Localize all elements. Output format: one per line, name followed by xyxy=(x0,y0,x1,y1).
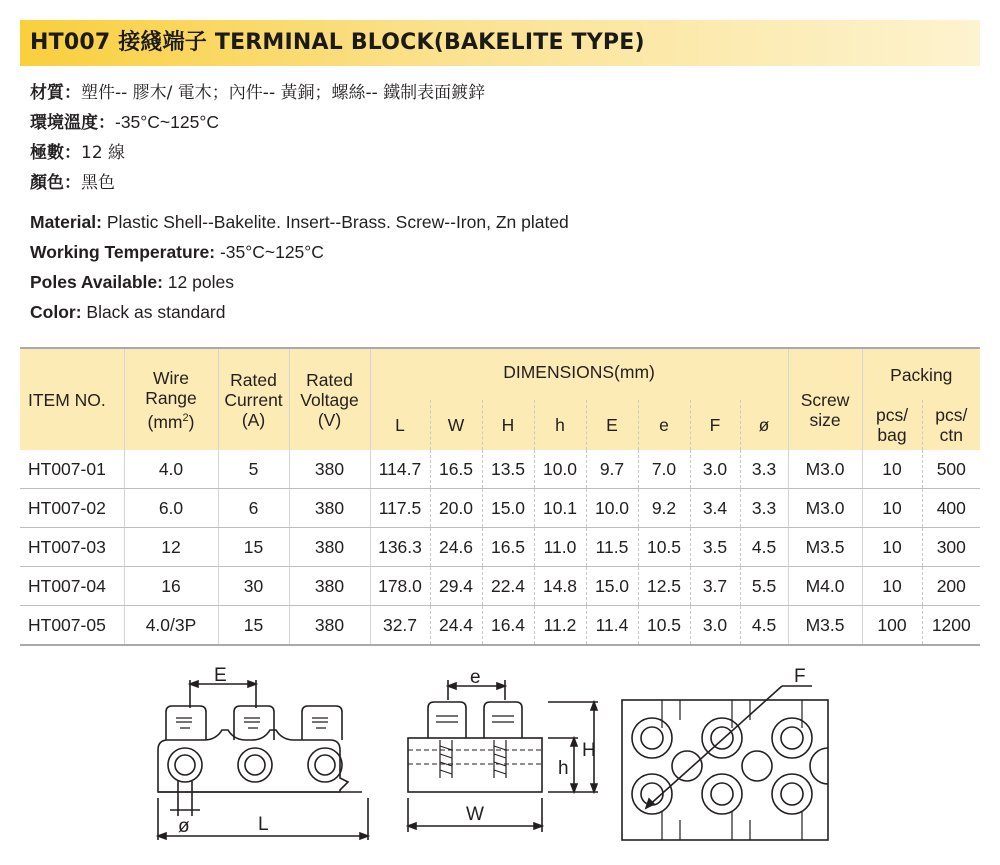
cell-dim-H: 16.5 xyxy=(482,528,534,567)
header-screw-size xyxy=(788,348,862,450)
header-rated-current xyxy=(218,348,289,450)
spec-en-material xyxy=(30,212,569,232)
spec-label: Working Temperature: xyxy=(30,242,216,262)
header-line: (V) xyxy=(317,409,342,430)
side-view-drawing xyxy=(408,680,598,832)
spec-value: 塑件-- 膠木/ 電木；內件-- 黃銅；螺絲-- 鐵制表面鍍鋅 xyxy=(81,83,486,103)
cell-dim-e: 12.5 xyxy=(638,567,690,606)
page-title: HT007 接綫端子 TERMINAL BLOCK(BAKELITE TYPE) xyxy=(30,30,645,55)
spec-en-temperature xyxy=(30,242,324,262)
cell-dim-H: 16.4 xyxy=(482,606,534,646)
spec-zh-material xyxy=(30,82,485,103)
cell-dim-W: 24.4 xyxy=(430,606,482,646)
cell-dim-E: 15.0 xyxy=(586,567,638,606)
spec-value: 黑色 xyxy=(81,173,115,193)
cell-current: 30 xyxy=(218,567,289,606)
cell-bag: 10 xyxy=(862,528,922,567)
cell-dim-h: 11.0 xyxy=(534,528,586,567)
cell-dim-H: 22.4 xyxy=(482,567,534,606)
dim-label-phi: ø xyxy=(178,816,190,837)
header-line: (A) xyxy=(241,409,266,430)
cell-wire: 12 xyxy=(124,528,218,567)
cell-dim-H: 15.0 xyxy=(482,489,534,528)
header-dimensions: DIMENSIONS(mm) xyxy=(370,348,788,400)
dim-label-L: L xyxy=(258,814,269,835)
cell-screw: M4.0 xyxy=(788,567,862,606)
header-dim-W: W xyxy=(430,400,482,450)
cell-dim-e: 9.2 xyxy=(638,489,690,528)
spec-value: -35°C~125°C xyxy=(215,242,324,262)
dimension-drawings xyxy=(0,660,1000,860)
table-row xyxy=(20,528,980,567)
header-dim-phi: ø xyxy=(740,400,788,450)
cell-dim-W: 20.0 xyxy=(430,489,482,528)
dim-label-e: e xyxy=(470,667,481,688)
title-banner xyxy=(20,20,980,66)
cell-item: HT007-04 xyxy=(20,567,124,606)
spec-value: 12 poles xyxy=(162,272,234,292)
spec-value: -35°C~125°C xyxy=(115,112,219,132)
header-line xyxy=(125,408,218,432)
cell-voltage: 380 xyxy=(289,567,370,606)
header-rated-voltage xyxy=(289,348,370,450)
cell-current: 5 xyxy=(218,450,289,489)
header-wire-range xyxy=(124,348,218,450)
header-dim-E: E xyxy=(586,400,638,450)
cell-dim-E: 9.7 xyxy=(586,450,638,489)
cell-dim-h: 14.8 xyxy=(534,567,586,606)
cell-dim-e: 7.0 xyxy=(638,450,690,489)
spec-zh-temperature xyxy=(30,112,219,133)
header-line: Screw xyxy=(800,389,850,410)
cell-screw: M3.0 xyxy=(788,489,862,528)
spec-en-color xyxy=(30,302,226,322)
header-sup: 2 xyxy=(182,411,189,424)
table-row xyxy=(20,489,980,528)
cell-dim-F: 3.5 xyxy=(690,528,740,567)
cell-dim-phi: 4.5 xyxy=(740,606,788,646)
spec-label: 顏色： xyxy=(30,173,81,193)
header-line: Voltage xyxy=(300,389,359,410)
cell-dim-F: 3.0 xyxy=(690,606,740,646)
dim-label-W: W xyxy=(466,804,484,825)
top-view-drawing xyxy=(622,686,828,840)
header-line: bag xyxy=(877,425,907,445)
header-line: Range xyxy=(145,387,197,408)
header-pcs-ctn xyxy=(922,400,980,450)
header-dim-F: F xyxy=(690,400,740,450)
header-line: Rated xyxy=(230,369,277,390)
header-dim-L: L xyxy=(370,400,430,450)
cell-dim-F: 3.4 xyxy=(690,489,740,528)
cell-wire: 16 xyxy=(124,567,218,606)
dim-label-F: F xyxy=(794,666,806,687)
cell-ctn: 500 xyxy=(922,450,980,489)
cell-bag: 10 xyxy=(862,450,922,489)
cell-dim-L: 114.7 xyxy=(370,450,430,489)
spec-en-poles xyxy=(30,272,234,292)
spec-zh-poles xyxy=(30,142,125,163)
dim-label-h: h xyxy=(558,758,569,779)
header-line: Current xyxy=(224,389,283,410)
cell-bag: 10 xyxy=(862,567,922,606)
spec-label: 極數： xyxy=(30,143,81,163)
cell-item: HT007-02 xyxy=(20,489,124,528)
cell-dim-W: 29.4 xyxy=(430,567,482,606)
cell-dim-F: 3.7 xyxy=(690,567,740,606)
header-item-no: ITEM NO. xyxy=(20,348,124,450)
cell-screw: M3.5 xyxy=(788,606,862,646)
cell-voltage: 380 xyxy=(289,450,370,489)
spec-table xyxy=(20,347,980,646)
header-line: pcs/ xyxy=(875,405,909,425)
cell-item: HT007-05 xyxy=(20,606,124,646)
cell-ctn: 300 xyxy=(922,528,980,567)
header-line: pcs/ xyxy=(935,405,968,425)
cell-dim-h: 10.0 xyxy=(534,450,586,489)
cell-dim-W: 24.6 xyxy=(430,528,482,567)
spec-label: 環境溫度： xyxy=(30,113,115,133)
cell-dim-e: 10.5 xyxy=(638,606,690,646)
cell-dim-phi: 3.3 xyxy=(740,489,788,528)
spec-label: Poles Available: xyxy=(30,272,163,292)
cell-voltage: 380 xyxy=(289,528,370,567)
header-line: ctn xyxy=(939,425,963,445)
cell-dim-W: 16.5 xyxy=(430,450,482,489)
cell-dim-E: 11.4 xyxy=(586,606,638,646)
cell-bag: 100 xyxy=(862,606,922,646)
cell-voltage: 380 xyxy=(289,606,370,646)
cell-bag: 10 xyxy=(862,489,922,528)
spec-label: Material: xyxy=(30,212,102,232)
cell-ctn: 200 xyxy=(922,567,980,606)
spec-label: Color: xyxy=(30,302,82,322)
cell-dim-L: 117.5 xyxy=(370,489,430,528)
spec-value: Black as standard xyxy=(81,302,226,322)
cell-ctn: 400 xyxy=(922,489,980,528)
spec-value: 12 線 xyxy=(81,143,126,163)
header-dim-H: H xyxy=(482,400,534,450)
cell-dim-L: 178.0 xyxy=(370,567,430,606)
spec-zh-color xyxy=(30,172,115,193)
cell-screw: M3.5 xyxy=(788,528,862,567)
cell-dim-h: 11.2 xyxy=(534,606,586,646)
cell-dim-L: 136.3 xyxy=(370,528,430,567)
cell-voltage: 380 xyxy=(289,489,370,528)
header-line: size xyxy=(809,409,841,430)
spec-value: Plastic Shell--Bakelite. Insert--Brass. Screw--Iron, Zn plated xyxy=(101,212,569,232)
table-row xyxy=(20,567,980,606)
cell-screw: M3.0 xyxy=(788,450,862,489)
cell-dim-H: 13.5 xyxy=(482,450,534,489)
cell-current: 15 xyxy=(218,528,289,567)
header-line: Rated xyxy=(306,369,353,390)
cell-wire: 4.0 xyxy=(124,450,218,489)
cell-wire: 6.0 xyxy=(124,489,218,528)
header-packing: Packing xyxy=(862,348,980,400)
cell-dim-phi: 4.5 xyxy=(740,528,788,567)
cell-current: 15 xyxy=(218,606,289,646)
cell-dim-phi: 3.3 xyxy=(740,450,788,489)
cell-item: HT007-03 xyxy=(20,528,124,567)
spec-label: 材質： xyxy=(30,83,81,103)
dim-label-H: H xyxy=(582,740,596,761)
cell-dim-L: 32.7 xyxy=(370,606,430,646)
cell-item: HT007-01 xyxy=(20,450,124,489)
cell-dim-E: 10.0 xyxy=(586,489,638,528)
table-row xyxy=(20,606,980,646)
header-unit: (mm xyxy=(147,411,183,432)
cell-dim-F: 3.0 xyxy=(690,450,740,489)
cell-dim-h: 10.1 xyxy=(534,489,586,528)
cell-current: 6 xyxy=(218,489,289,528)
header-line: Wire xyxy=(153,367,189,388)
cell-wire: 4.0/3P xyxy=(124,606,218,646)
cell-dim-phi: 5.5 xyxy=(740,567,788,606)
cell-dim-E: 11.5 xyxy=(586,528,638,567)
header-pcs-bag xyxy=(862,400,922,450)
header-dim-e: e xyxy=(638,400,690,450)
header-dim-h: h xyxy=(534,400,586,450)
header-unit-close: ) xyxy=(188,411,195,432)
dim-label-E: E xyxy=(214,665,227,686)
table-row xyxy=(20,450,980,489)
cell-dim-e: 10.5 xyxy=(638,528,690,567)
cell-ctn: 1200 xyxy=(922,606,980,646)
